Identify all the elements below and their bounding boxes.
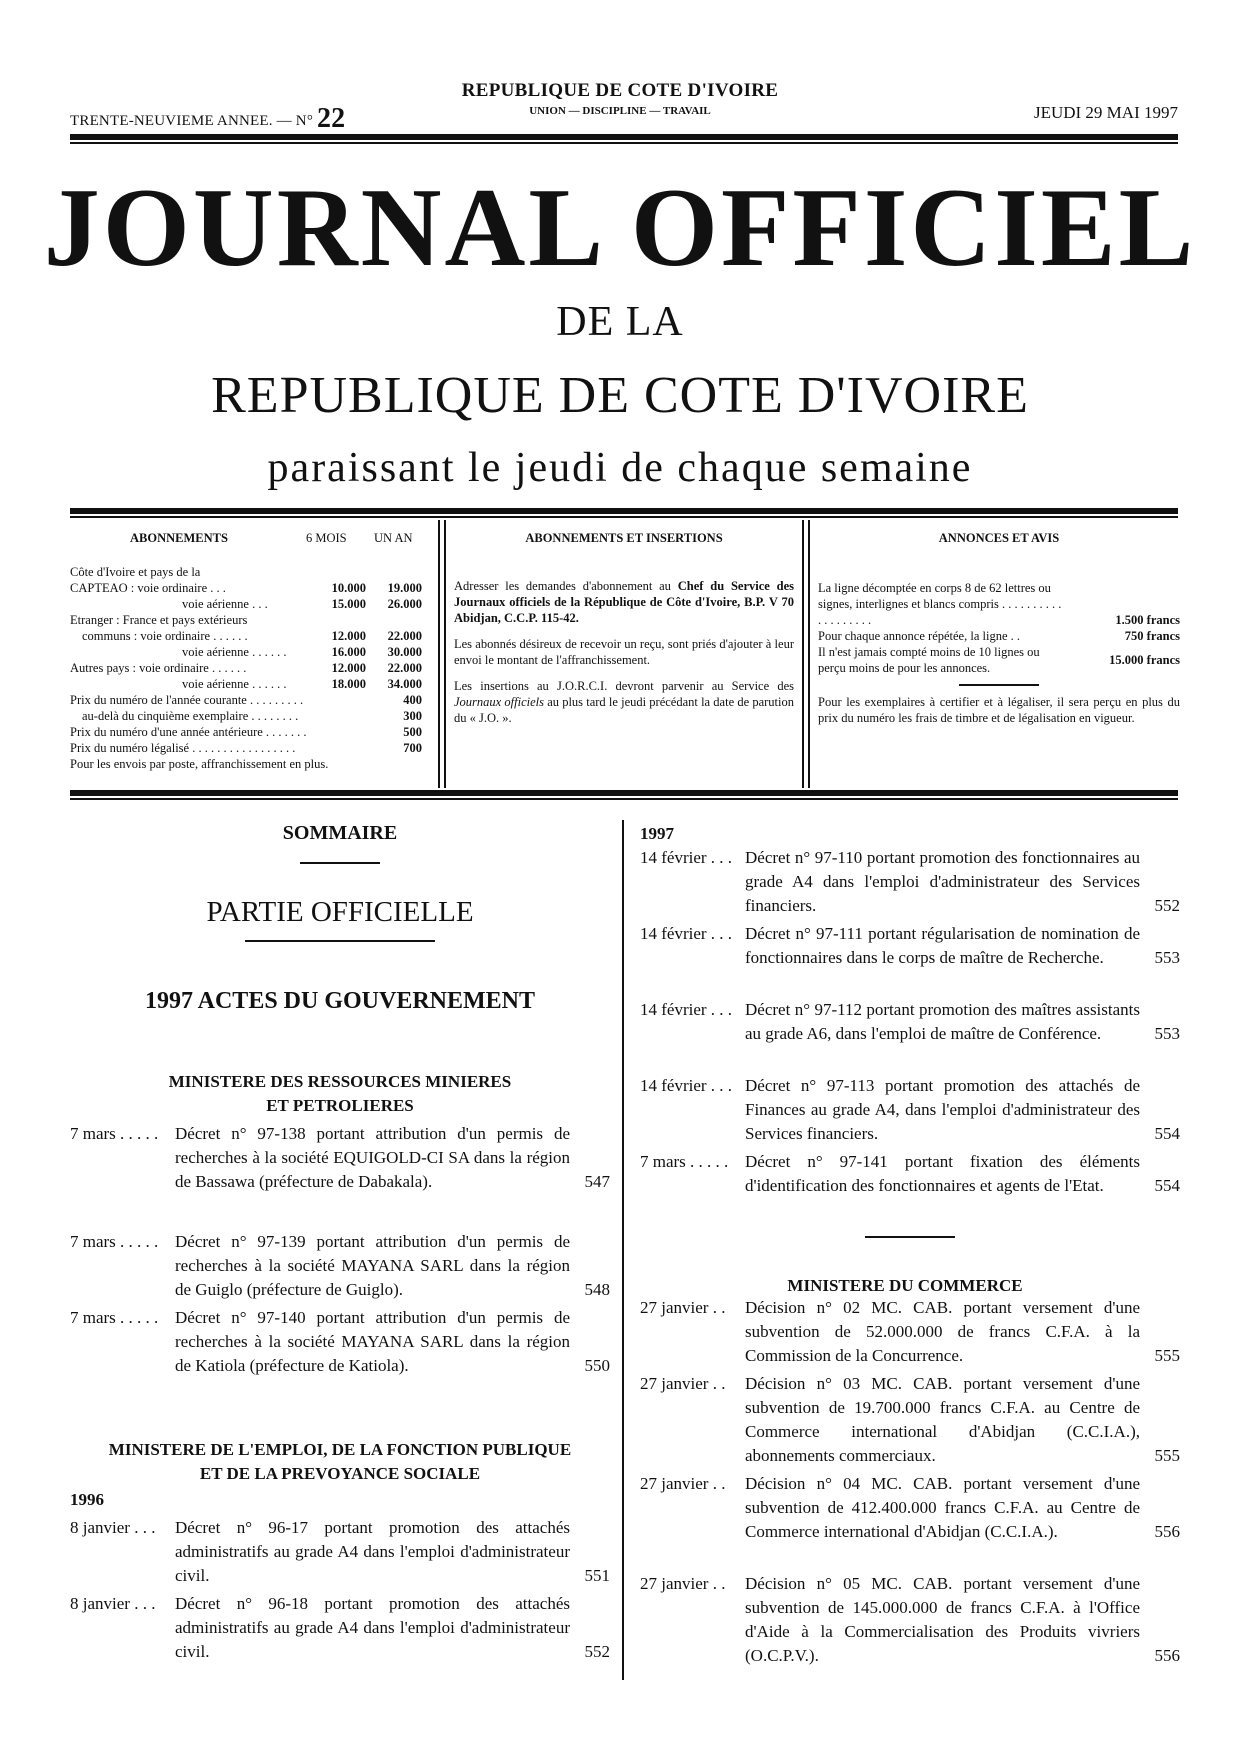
actes-title: 1997 ACTES DU GOUVERNEMENT <box>144 988 536 1014</box>
sommaire-entry[interactable] <box>640 1150 1180 1198</box>
sommaire-dash <box>300 862 380 864</box>
partie-underline <box>245 940 435 942</box>
subscription-row <box>70 628 422 644</box>
entry-title: Décision n° 02 MC. CAB. portant versement d'une subvention de 52.000.000 de francs C.F.A. à la Commission de la Concurrence. <box>745 1298 1140 1365</box>
ministry-emploi-line2: ET DE LA PREVOYANCE SOCIALE <box>199 1464 481 1483</box>
annonce-repeat-rate: Pour chaque annonce répétée, la ligne . . <box>818 629 1020 643</box>
annonce-price: 750 francs <box>1124 629 1180 643</box>
sommaire-entry[interactable] <box>70 1230 610 1302</box>
price-6mois: 16.000 <box>331 645 366 659</box>
ministry-mines-heading <box>70 1070 610 1118</box>
entry-date: 27 janvier . . <box>640 1298 726 1317</box>
issue-price-row <box>70 740 422 756</box>
annonce-price-row <box>818 580 1180 628</box>
entry-date: 7 mars . . . . . <box>70 1124 159 1143</box>
subscriptions-header <box>70 530 422 550</box>
legalisation-note: Pour les exemplaires à certifier et à légaliser, il sera perçu en plus du prix du numéro les frais de timbre et de légalisation en vigueur. <box>818 695 1180 725</box>
entry-title: Décret n° 96-18 portant promotion des attachés administratifs au grade A4 dans l'emploi d'administrateur civil. <box>175 1594 570 1661</box>
issue-price-value: 300 <box>403 709 422 723</box>
entry-date: 14 février . . . <box>640 1000 733 1019</box>
ministry-mines-line2: ET PETROLIERES <box>266 1096 414 1115</box>
price-6mois: 12.000 <box>331 629 366 643</box>
entry-title: Décret n° 97-113 portant promotion des attachés de Finances au grade A4, dans l'emploi d'administrateur des Services financiers. <box>745 1076 1140 1143</box>
price-6mois: 18.000 <box>331 677 366 691</box>
entry-date: 7 mars . . . . . <box>640 1152 729 1171</box>
ministry-emploi-line1: MINISTERE DE L'EMPLOI, DE LA FONCTION PUBLIQUE <box>108 1440 572 1459</box>
entry-title: Décret n° 97-140 portant attribution d'un permis de recherches à la société MAYANA SARL dans la région de Katiola (préfecture de Katiola). <box>175 1308 570 1375</box>
partie-officielle: PARTIE OFFICIELLE <box>206 896 474 928</box>
sommaire-entry[interactable] <box>640 1472 1180 1544</box>
postal-note-row <box>70 756 422 772</box>
price-unan: 34.000 <box>387 677 422 691</box>
entry-page-number: 554 <box>1154 1124 1180 1143</box>
subscription-label: Côte d'Ivoire et pays de la <box>70 565 201 579</box>
annonce-price: 1.500 francs <box>1115 613 1180 627</box>
subscription-label: voie aérienne . . . . . . <box>182 645 287 659</box>
entry-date: 8 janvier . . . <box>70 1594 156 1613</box>
entry-date: 7 mars . . . . . <box>70 1308 159 1327</box>
subscription-label: CAPTEAO : voie ordinaire . . . <box>70 581 226 595</box>
box-divider <box>808 520 810 788</box>
insertions-title: ABONNEMENTS ET INSERTIONS <box>525 531 723 545</box>
issue-price-label: Prix du numéro d'une année antérieure . . . . . . . <box>70 725 307 739</box>
entry-title: Décision n° 04 MC. CAB. portant versement d'une subvention de 412.400.000 francs C.F.A. au Centre de Commerce international d'Abidjan (C.C.I.A.). <box>745 1474 1140 1541</box>
issue-price-label: au-delà du cinquième exemplaire . . . . . . . . <box>82 709 299 723</box>
box-bottom-rule-thin <box>70 798 1178 800</box>
title-subtitle: paraissant le jeudi de chaque semaine <box>267 445 973 491</box>
issue-price-value: 500 <box>403 725 422 739</box>
postal-note: Pour les envois par poste, affranchissement en plus. <box>70 757 329 771</box>
republic-header <box>400 80 840 117</box>
subscription-label: voie aérienne . . . <box>182 597 268 611</box>
entry-title: Décision n° 05 MC. CAB. portant versement d'une subvention de 145.000.000 de francs C.F.A. à l'Office d'Aide à la Commercialisation des Produits vivriers (O.C.P.V.). <box>745 1574 1140 1665</box>
entry-title: Décret n° 97-111 portant régularisation de nomination de fonctionnaires dans le corps de maître de Recherche. <box>745 924 1140 967</box>
insertions-p3-italic: Journaux officiels <box>454 695 544 709</box>
issue-price-row <box>70 692 422 708</box>
annonce-price: 15.000 francs <box>1109 653 1180 667</box>
entry-title: Décret n° 97-141 portant fixation des éléments d'identification des fonctionnaires et agents de l'Etat. <box>745 1152 1140 1195</box>
annonce-price-row <box>818 644 1180 676</box>
entry-page-number: 553 <box>1154 948 1180 967</box>
sommaire-entry[interactable] <box>640 1572 1180 1668</box>
subscription-row <box>70 596 422 612</box>
ministry-mines-line1: MINISTERE DES RESSOURCES MINIERES <box>168 1072 512 1091</box>
journal-title: JOURNAL OFFICIEL <box>43 166 1197 290</box>
year-1996: 1996 <box>70 1490 104 1509</box>
entry-page-number: 553 <box>1154 1024 1180 1043</box>
edition-label: TRENTE-NEUVIEME ANNEE. — N° <box>70 113 314 129</box>
entry-date: 27 janvier . . <box>640 1574 726 1593</box>
sommaire-entry[interactable] <box>70 1122 610 1194</box>
col-unan: UN AN <box>374 531 413 545</box>
issue-price-row <box>70 708 422 724</box>
price-6mois: 10.000 <box>331 581 366 595</box>
entry-title: Décret n° 97-138 portant attribution d'un permis de recherches à la société EQUIGOLD-CI SA dans la région de Bassawa (préfecture de Dabakala). <box>175 1124 570 1191</box>
sommaire-entry[interactable] <box>640 998 1180 1046</box>
subscriptions-title: ABONNEMENTS <box>130 531 228 545</box>
annonces-title: ANNONCES ET AVIS <box>938 531 1060 545</box>
right-separator <box>865 1236 955 1238</box>
subscription-row <box>70 676 422 692</box>
ministry-commerce-heading: MINISTERE DU COMMERCE <box>787 1276 1023 1295</box>
box-divider <box>444 520 446 788</box>
sommaire-entry[interactable] <box>640 1074 1180 1146</box>
entry-title: Décision n° 03 MC. CAB. portant versement d'une subvention de 19.700.000 francs C.F.A. au Centre de Commerce international d'Abidjan (C.C.I.A.), abonnements commerciaux. <box>745 1374 1140 1465</box>
price-6mois <box>310 612 366 628</box>
col-6mois: 6 MOIS <box>306 531 347 545</box>
price-6mois: 15.000 <box>331 597 366 611</box>
insertions-paragraph-2: Les abonnés désireux de recevoir un reçu, sont priés d'ajouter à leur envoi le montant de l'affranchissement. <box>454 637 794 667</box>
subscription-label: Etranger : France et pays extérieurs <box>70 613 248 627</box>
issue-price-label: Prix du numéro de l'année courante . . . . . . . . . <box>70 693 304 707</box>
box-top-rule-thin <box>70 516 1178 518</box>
entry-title: Décret n° 96-17 portant promotion des attachés administratifs au grade A4 dans l'emploi d'administrateur civil. <box>175 1518 570 1585</box>
price-unan: 22.000 <box>387 661 422 675</box>
entry-page-number: 547 <box>584 1172 610 1191</box>
edition-info <box>70 103 345 135</box>
price-6mois <box>310 564 366 580</box>
box-divider <box>802 520 804 788</box>
insertions-paragraph-3 <box>454 678 794 726</box>
entry-page-number: 554 <box>1154 1176 1180 1195</box>
national-motto: UNION — DISCIPLINE — TRAVAIL <box>529 105 711 117</box>
issue-price-value: 700 <box>403 741 422 755</box>
insertions-p1-address: Chef du Service des Journaux officiels de la République de Côte d'Ivoire, B.P. V 70 Abidjan, C.C.P. 115-42. <box>454 579 795 625</box>
entry-page-number: 556 <box>1154 1522 1180 1541</box>
sommaire-title: SOMMAIRE <box>282 822 398 844</box>
price-unan <box>366 564 422 580</box>
subscriptions-table <box>70 530 422 772</box>
entry-title: Décret n° 97-139 portant attribution d'un permis de recherches à la société MAYANA SARL dans la région de Guiglo (préfecture de Guiglo). <box>175 1232 570 1299</box>
entry-date: 27 janvier . . <box>640 1374 726 1393</box>
price-6mois: 12.000 <box>331 661 366 675</box>
column-divider <box>622 820 624 1680</box>
entry-date: 14 février . . . <box>640 924 733 943</box>
entry-title: Décret n° 97-112 portant promotion des maîtres assistants au grade A6, dans l'emploi de maître de Conférence. <box>745 1000 1140 1043</box>
year-1997: 1997 <box>640 824 674 843</box>
subscription-label: Autres pays : voie ordinaire . . . . . . <box>70 661 247 675</box>
entry-date: 8 janvier . . . <box>70 1518 156 1537</box>
annonces-column <box>818 530 1180 726</box>
subscription-row <box>70 580 422 596</box>
issue-price-row <box>70 724 422 740</box>
annonce-minimum: Il n'est jamais compté moins de 10 lignes ou perçu moins de pour les annonces. <box>818 645 1040 675</box>
insertions-column <box>454 530 794 736</box>
sommaire-entry[interactable] <box>640 1372 1180 1468</box>
ministry-emploi-heading <box>70 1438 610 1486</box>
sommaire-entry[interactable] <box>70 1306 610 1378</box>
entry-title: Décret n° 97-110 portant promotion des fonctionnaires au grade A4 dans l'emploi d'administrateur des Services financiers. <box>745 848 1140 915</box>
entry-page-number: 555 <box>1154 1346 1180 1365</box>
insertions-p3-end: au plus tard le jeudi précédant la date de parution du « J.O. ». <box>454 695 794 725</box>
entry-date: 14 février . . . <box>640 1076 733 1095</box>
subscription-label: voie aérienne . . . . . . <box>182 677 287 691</box>
entry-page-number: 555 <box>1154 1446 1180 1465</box>
entry-date: 7 mars . . . . . <box>70 1232 159 1251</box>
box-divider <box>438 520 440 788</box>
annonce-price-row <box>818 628 1180 644</box>
price-unan <box>366 612 422 628</box>
sommaire-entry[interactable] <box>640 922 1180 970</box>
entry-date: 27 janvier . . <box>640 1474 726 1493</box>
insertions-p1-text: Adresser les demandes d'abonnement au <box>454 579 671 593</box>
sommaire-entry[interactable] <box>640 1296 1180 1368</box>
box-bottom-rule <box>70 790 1178 796</box>
title-de-la: DE LA <box>556 299 684 345</box>
subscription-row <box>70 644 422 660</box>
sommaire-entry[interactable] <box>640 846 1180 918</box>
issue-date: JEUDI 29 MAI 1997 <box>1033 103 1178 122</box>
subscription-label: communs : voie ordinaire . . . . . . <box>82 629 248 643</box>
republic-name: REPUBLIQUE DE COTE D'IVOIRE <box>461 80 779 101</box>
subscription-row <box>70 660 422 676</box>
annonces-separator <box>959 684 1039 686</box>
price-unan: 30.000 <box>387 645 422 659</box>
sommaire-entry[interactable] <box>70 1592 610 1664</box>
entry-page-number: 552 <box>584 1642 610 1661</box>
entry-page-number: 551 <box>584 1566 610 1585</box>
entry-page-number: 552 <box>1154 896 1180 915</box>
issue-price-label: Prix du numéro légalisé . . . . . . . . . . . . . . . . . <box>70 741 296 755</box>
box-top-rule <box>70 508 1178 514</box>
price-unan: 22.000 <box>387 629 422 643</box>
entry-date: 14 février . . . <box>640 848 733 867</box>
header-rule-thin <box>70 142 1178 144</box>
price-unan: 26.000 <box>387 597 422 611</box>
issue-number: 22 <box>316 103 346 134</box>
entry-page-number: 556 <box>1154 1646 1180 1665</box>
subscription-row <box>70 612 422 628</box>
subscription-row <box>70 564 422 580</box>
entry-page-number: 550 <box>584 1356 610 1375</box>
insertions-p3-text: Les insertions au J.O.R.C.I. devront parvenir au Service des <box>454 679 794 693</box>
insertions-paragraph-1 <box>454 578 794 626</box>
header-rule <box>70 134 1178 140</box>
issue-price-value: 400 <box>403 693 422 707</box>
price-unan: 19.000 <box>387 581 422 595</box>
title-republic: REPUBLIQUE DE COTE D'IVOIRE <box>211 367 1029 424</box>
annonce-line-rate: La ligne décomptée en corps 8 de 62 lettres ou signes, interlignes et blancs compris . . . . . . . . . . . . . . . . . . . <box>818 581 1062 627</box>
entry-page-number: 548 <box>584 1280 610 1299</box>
sommaire-entry[interactable] <box>70 1516 610 1588</box>
